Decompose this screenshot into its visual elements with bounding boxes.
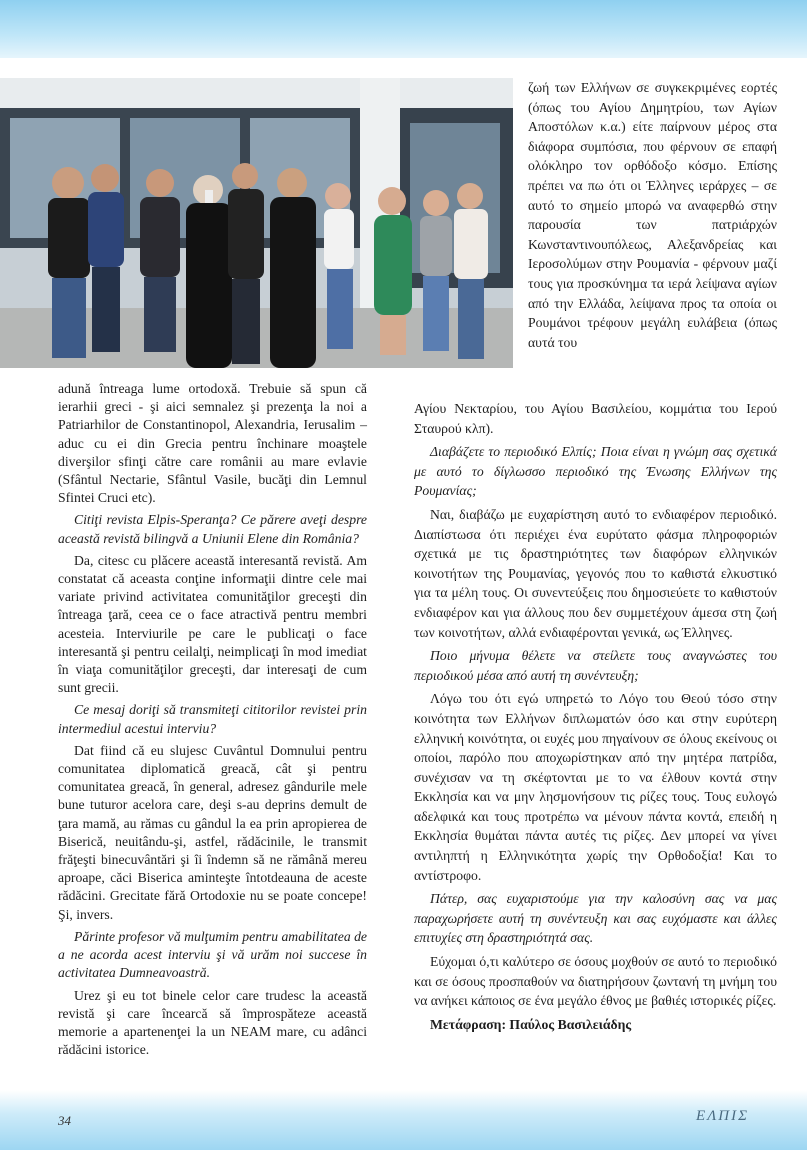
magazine-name: ΕΛΠΙΣ [696,1108,749,1124]
interview-answer: Da, citesc cu plăcere această interesantă revistă. Am constatat că aceasta conţine informaţii dintre cele mai variate privind activitatea comunităţilor greceşti din întreaga ţară, ceea ce o face atractivă pentru membri acesteia. Interviurile pe care le publicaţi o face interesantă şi pentru ceilalţi, neimplicaţi în mod imediat în viaţa comunităţilor greceşti, dar interesaţi de cum sunt grecii. [58,552,367,696]
group-photo-illustration [0,78,513,368]
interview-answer: Urez şi eu tot binele celor care trudesc la această revistă şi care încearcă să împrospăteze această memorie a apartenenţei la un NEAM mare, cu adânci rădăcini istorice. [58,987,367,1058]
interview-question: Citiţi revista Elpis-Speranţa? Ce părere aveţi despre această revistă bilingvă a Uniunii Elene din România? [58,512,367,546]
translator-signature: Μετάφραση: Παύλος Βασιλειάδης [430,1016,632,1032]
interview-answer: Ναι, διαβάζω με ευχαρίστηση αυτό το ενδιαφέρον περιοδικό. Διαπίστωσα ότι περιέχει ένα ευρύτατο φάσμα πληροφοριών σχετικά με τις δραστηριότητες των διαφόρων ελληνικών κοινοτήτων της Ρουμανίας, γεγονός που το καθιστά ελκυστικό για τα μέλη τους. Οι συνεντεύξεις που δημοσιεύετε το καθιστούν ενδιαφέρον και για άλλους που δεν συμμετέχουν άμεσα στη ζωή των κοινοτήτων, αλλά ενδιαφέρονται γενικά, ως Έλληνες. [414,506,777,640]
interview-question: Διαβάζετε το περιοδικό Ελπίς; Ποια είναι η γνώμη σας σχετικά με αυτό το δίγλωσσο περιοδικό της Ένωσης Ελλήνων της Ρουμανίας; [414,444,777,499]
greek-paragraph-wraparound: ζωή των Ελλήνων σε συγκεκριμένες εορτές (όπως του Αγίου Δημητρίου, των Αγίων Αποστόλων κ.α.) είτε παίρνουν μέρος στα διάφορα συμπόσια, που φέρνουν σε επαφή ολόκληρο τον ορθόδοξο κόσμο. Επίσης πρέπει να πω ότι οι Έλληνες ιεράρχες – σε αυτό το σημείο μπορώ να αναφερθώ στην παρουσία των πατριάρχών Κωνσταντινουπόλεως, Αλεξανδρείας και Ιεροσολύμων στην Ρουμανία - φέρνουν μαζί τους για προσκύνημα τα ιερά λείψανα αγίων από την Ελλάδα, λείψανα προς τα οποία οι Ρουμάνοι τρέφουν μεγάλη ευλάβεια (όπως αυτά του [528,80,777,350]
romanian-column [58,380,367,1063]
group-photo [0,78,513,368]
interview-question: Πάτερ, σας ευχαριστούμε για την καλοσύνη σας να μας παραχωρήσετε αυτή τη συνέντευξη και σας ευχόμαστε και άλλες επιτυχίες στη δραστηριότητά σας. [414,891,777,946]
interview-question: Ποιο μήνυμα θέλετε να στείλετε τους αναγνώστες του περιοδικού μέσα από αυτή τη συνέντευξη; [414,648,777,683]
greek-column-top [528,78,777,356]
page-number: 34 [58,1113,71,1128]
greek-column [414,399,777,1038]
interview-answer: adună întreaga lume ortodoxă. Trebuie să spun că ierarhii greci - şi aici semnalez şi prezenţa la noi a Patriarhilor de Constantinopol, Alexandria, Ierusalim – aduc cu ei din Grecia pentru închinare moaştele diverşilor sfinţi către care românii au mare evlavie (Sfântul Nectarie, Sfântul Vasile, bucăţi din Lemnul Sfintei Cruci etc). [58,381,367,506]
top-decorative-band [0,0,807,58]
interview-answer: Dat fiind că eu slujesc Cuvântul Domnului pentru comunitatea diplomatică greacă, cât şi pentru comunitatea greacă, în general, adresez gândurile mele bune tuturor acelora care, deşi s-au deprins demult de ţara mamă, au rămas cu gândul la ea prin apropierea de Biserică, neuitându-şi, astfel, rădăcinile, le transmit frăţeşti binecuvântări şi îi îndemn să ne rămână mereu aproape, căci Biserica aminteşte întotdeauna de aceste rădăcini. Grecitate fără Ortodoxie nu se poate concepe! Şi, invers. [58,742,367,922]
interview-question: Ce mesaj doriţi să transmiteţi cititorilor revistei prin intermediul acestui interviu? [58,702,367,736]
interview-answer: Λόγω του ότι εγώ υπηρετώ το Λόγο του Θεού τόσο στην κοινότητα των Ελλήνων διπλωματών όσο και στην ευρύτερη ελληνική κοινότητα, οι ευχές μου πηγαίνουν σε όλους εκείνους οι οποίοι, παρόλο που αποχωρίστηκαν από την μητέρα πατρίδα, συνέχισαν να τη σκέφτονται με το να έλθουν κοντά στην Εκκλησία και να μην λησμονήσουν τις ρίζες τους. Τους ευλογώ αδελφικά και τους προτρέπω να μένουν πάντα κοντά, επειδή η Εκκλησία θυμάται πάντα αυτές τις ρίζες. Δεν μπορεί να γίνει αντιληπτή η Ελληνικότητα χωρίς την Ορθοδοξία! Και το αντίστροφο. [414,691,777,883]
interview-answer: Αγίου Νεκταρίου, του Αγίου Βασιλείου, κομμάτια του Ιερού Σταυρού κλπ). [414,401,777,436]
interview-question: Părinte profesor vă mulţumim pentru amabilitatea de a ne acorda acest interviu şi vă urăm noi succese în activitatea Dumneavoastră. [58,928,367,981]
bottom-decorative-band [0,1090,807,1150]
interview-answer: Εύχομαι ό,τι καλύτερο σε όσους μοχθούν σε αυτό το περιοδικό και σε όσους προσπαθούν να διατηρήσουν ζωντανή τη μνήμη του να ανήκει κάποιος σε ένα μεγάλο έθνος με βαθιές ιστορικές ρίζες. [414,954,777,1009]
